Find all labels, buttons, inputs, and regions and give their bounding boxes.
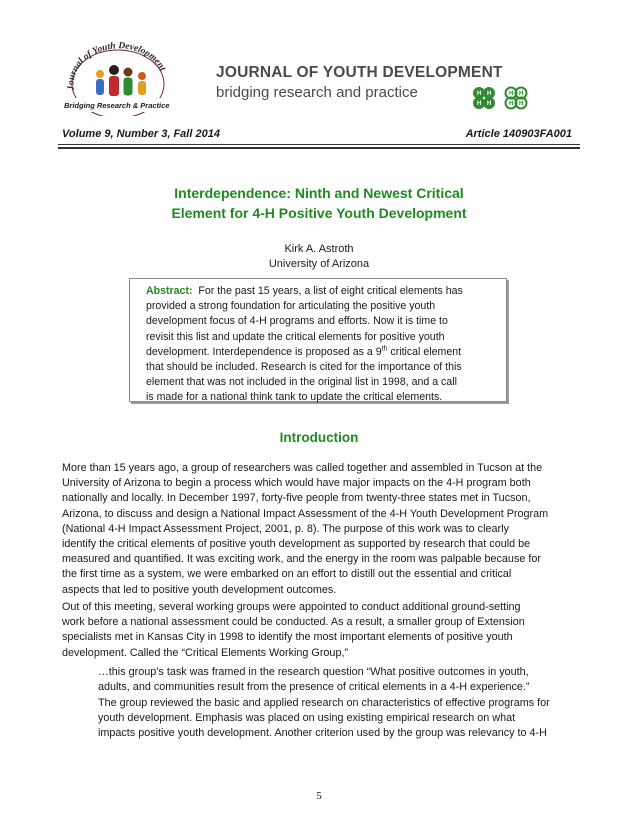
issue-info: Volume 9, Number 3, Fall 2014 (62, 128, 220, 140)
svg-text:H: H (519, 101, 524, 107)
paragraph-line: development. Called the “Critical Elements Working Group,” (62, 646, 349, 659)
paragraph-line: More than 15 years ago, a group of researchers was called together and assembled in Tucson at the (62, 462, 543, 474)
journal-subtitle: bridging research and practice (216, 84, 418, 101)
article-title-line: Interdependence: Ninth and Newest Critical (174, 185, 464, 201)
abstract-line: element that was not included in the original list in 1998, and a call (146, 376, 457, 389)
paragraph-line: measured and quantified. It was exciting work, and the energy in the room was palpable because for (62, 553, 541, 566)
paragraph-line: identify the critical elements of positive youth development as supported by research that could be (62, 538, 531, 551)
abstract-line (146, 345, 498, 360)
paragraph-line: Arizona, to discuss and design a National Impact Assessment of the 4-H Youth Development Program (62, 507, 549, 520)
svg-text:H: H (509, 91, 514, 97)
svg-text:H: H (477, 91, 482, 97)
svg-text:H: H (477, 101, 482, 107)
four-h-clover-emblem-icon (502, 84, 530, 112)
abstract-line (146, 284, 498, 299)
paragraph-line: Out of this meeting, several working groups were appointed to conduct additional ground-setting (62, 601, 521, 613)
header-divider (58, 144, 580, 145)
quote-line: youth development. Emphasis was placed on using existing empirical research on what (98, 711, 516, 724)
author-affiliation: University of Arizona (268, 258, 370, 270)
body-paragraph (62, 461, 548, 598)
abstract-line-text: For the past 15 years, a list of eight critical elements has (198, 285, 463, 297)
paragraph-line: aspects that led to positive youth development outcomes. (62, 583, 337, 596)
abstract-line: development focus of 4-H programs and efforts. Now it is time to (146, 315, 448, 328)
paragraph-line: University of Arizona to begin a process which would have major impacts on the 4-H program both (62, 477, 531, 490)
author-name: Kirk A. Astroth (284, 243, 354, 255)
article-title-line: Element for 4-H Positive Youth Development (171, 205, 467, 221)
quote-line: The group reviewed the basic and applied research on characteristics of effective programs for (98, 696, 550, 709)
page-number: 5 (316, 790, 322, 802)
abstract-line-text: development. Interdependence is proposed as a 9 (146, 345, 382, 358)
quote-line: adults, and communities result from the presence of critical elements in a 4-H experience.” (98, 681, 530, 694)
svg-text:H: H (519, 91, 524, 97)
section-heading-introduction: Introduction (279, 430, 359, 445)
abstract-label: Abstract: (146, 285, 193, 297)
svg-text:H: H (509, 101, 514, 107)
logo-tagline: Bridging Research & Practice (64, 101, 170, 110)
paragraph-line: the first time as a system, we were embarked on an effort to distill out the essential and critical (62, 568, 512, 581)
paragraph-line: nationally and locally. In December 1997, forty-five people from twenty-three states met in Tucson, (62, 492, 531, 505)
paragraph-line: specialists met in Kansas City in 1998 to identify the most important elements of positive youth (62, 631, 513, 644)
svg-text:H: H (487, 101, 492, 107)
abstract-line: is made for a national think tank to update the critical elements. (146, 391, 443, 404)
journal-logo (56, 40, 186, 116)
journal-title: JOURNAL OF YOUTH DEVELOPMENT (216, 64, 503, 81)
logo-ring-text: Journal of Youth Development (66, 41, 168, 91)
block-quote (98, 665, 550, 741)
four-h-clover-icon (470, 84, 498, 112)
abstract (146, 284, 498, 406)
article-id: Article 140903FA001 (465, 128, 572, 140)
paragraph-line: work before a national assessment could be conducted. As a result, a smaller group of Extension (62, 616, 525, 629)
abstract-line-text: critical element (390, 345, 462, 358)
ordinal-suffix: th (381, 345, 388, 353)
paragraph-line: (National 4-H Impact Assessment Project, 2001, p. 8). The purpose of this work was to clearly (62, 522, 509, 535)
article-title (58, 183, 580, 223)
abstract-line: that should be included. Research is cited for the importance of this (146, 361, 462, 374)
svg-text:H: H (487, 91, 492, 97)
header-divider-thick (58, 147, 580, 149)
body-paragraph (62, 600, 525, 661)
quote-line: …this group’s task was framed in the research question “What positive outcomes in youth, (98, 666, 529, 678)
abstract-line: provided a strong foundation for articulating the positive youth (146, 300, 436, 313)
abstract-line: revisit this list and update the critical elements for positive youth (146, 330, 445, 343)
quote-line: impacts positive youth development. Another criterion used by the group was relevancy to 4-H (98, 727, 547, 740)
author-block (58, 242, 580, 272)
